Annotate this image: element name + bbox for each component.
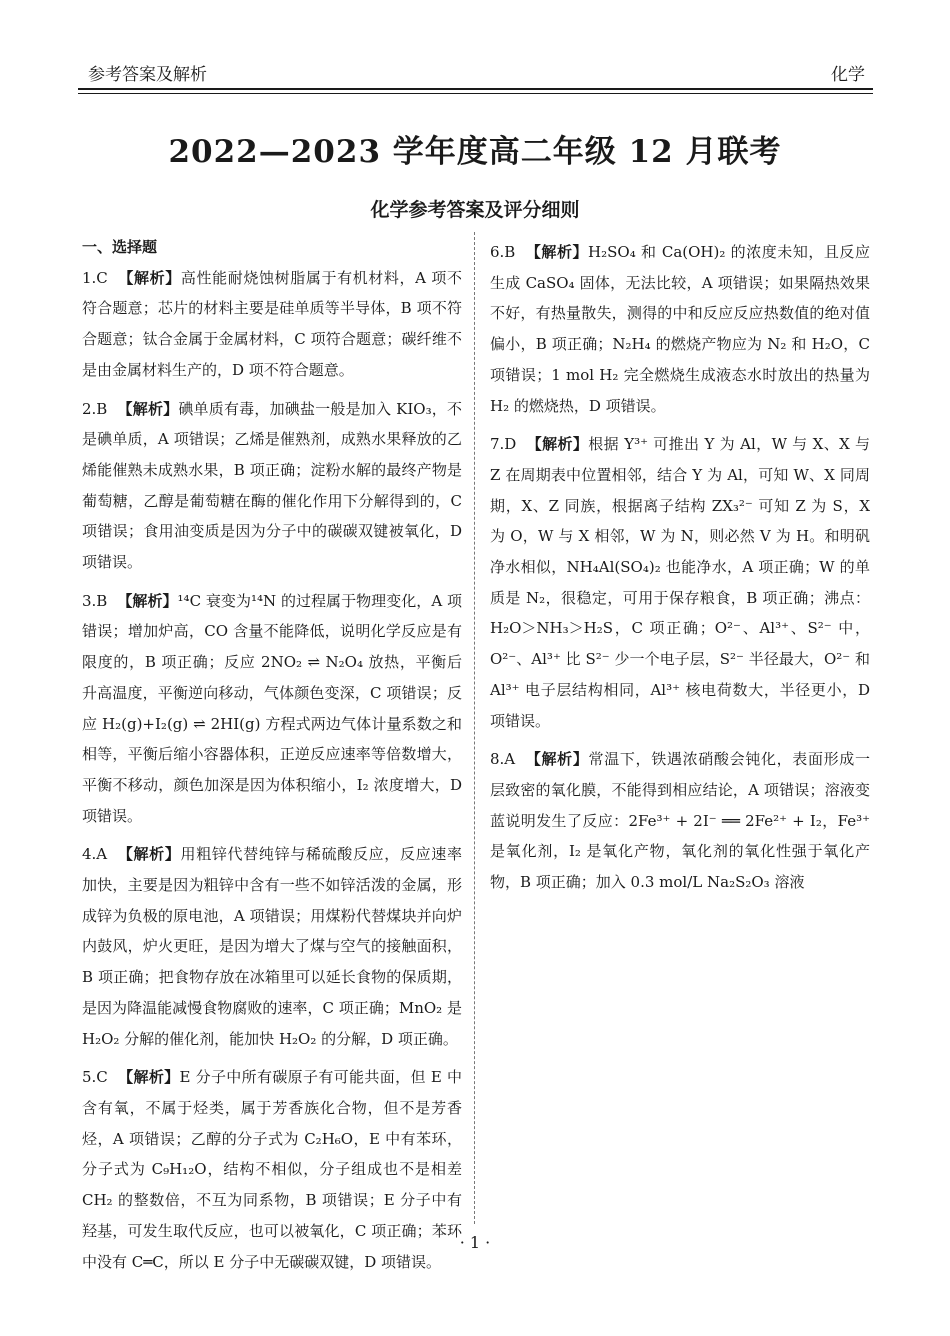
page-title: 2022—2023 学年度高二年级 12 月联考 (168, 134, 782, 170)
analysis-tag: 【解析】 (117, 399, 179, 418)
column-divider (474, 232, 475, 1224)
analysis-tag: 【解析】 (117, 1068, 180, 1087)
item-number: 6.B (490, 243, 516, 261)
item-number: 2.B (82, 399, 108, 418)
section-heading: 一、选择题 (82, 238, 158, 256)
item-text: 高性能耐烧蚀树脂属于有机材料，A 项不符合题意；芯片的材料主要是硅单质等半导体，B 项不符合题意；钛合金属于金属材料，C 项符合题意；碳纤维不是由金属材料生产的，D 项不符合题意。 (82, 268, 462, 379)
item-number: 8.A (490, 750, 516, 769)
item-text: E 分子中所有碳原子有可能共面，但 E 中含有氧，不属于烃类，属于芳香族化合物，但不是芳香烃，A 项错误；乙醇的分子式为 C₂H₆O，E 中有苯环，分子式为 C₉H₁₂O，结构不相似，分子组成也不是相差 CH₂ 的整数倍，不互为同系物，B 项错误；E 分子中有羟基，可发生取代反应，也可以被氧化，C 项正确；苯环中没有 C═C，所以 E 分子中无碳碳双键，D 项错误。 (82, 1068, 462, 1271)
analysis-tag: 【解析】 (525, 243, 589, 261)
page-header (78, 60, 873, 88)
item-text: 常温下，铁遇浓硝酸会钝化，表面形成一层致密的氧化膜，不能得到相应结论，A 项错误；溶液变蓝说明发生了反应：2Fe³⁺ + 2I⁻ ══ 2Fe²⁺ + I₂，Fe³⁺ 是氧化剂，I₂ 是氧化产物，氧化剂的氧化性强于氧化产物，B 项正确；加入 0.3 mol/L Na₂S₂O₃ 溶液 (490, 750, 870, 892)
analysis-tag: 【解析】 (526, 435, 589, 454)
item-text: 用粗锌代替纯锌与稀硫酸反应，反应速率加快，主要是因为粗锌中含有一些不如锌活泼的金属，形成锌为负极的原电池，A 项错误；用煤粉代替煤块并向炉内鼓风，炉火更旺，是因为增大了煤与空气的接触面积，B 项正确；把食物存放在冰箱里可以延长食物的保质期，是因为降温能减慢食物腐败的速率，C 项正确；MnO₂ 是 H₂O₂ 分解的催化剂，能加快 H₂O₂ 的分解，D 项正确。 (82, 845, 462, 1048)
right-column (490, 237, 870, 906)
answer-item (490, 237, 870, 421)
page-number: · 1 · (459, 1233, 491, 1252)
left-column (82, 232, 462, 1285)
item-number: 4.A (82, 845, 108, 864)
analysis-tag: 【解析】 (117, 268, 181, 287)
answer-item (82, 394, 462, 578)
answer-item (82, 586, 462, 832)
answer-item (490, 744, 870, 898)
page-subtitle: 化学参考答案及评分细则 (370, 199, 580, 221)
item-text: 碘单质有毒，加碘盐一般是加入 KIO₃，不是碘单质，A 项错误；乙烯是催熟剂，成熟水果释放的乙烯能催熟未成熟水果，B 项正确；淀粉水解的最终产物是葡萄糖，乙醇是葡萄糖在酶的催化作用下分解得到的，C 项错误；食用油变质是因为分子中的碳碳双键被氧化，D 项错误。 (82, 399, 462, 572)
header-left-label: 参考答案及解析 (88, 65, 207, 85)
item-text: H₂SO₄ 和 Ca(OH)₂ 的浓度未知，且反应生成 CaSO₄ 固体，无法比较，A 项错误；如果隔热效果不好，有热量散失，测得的中和反应反应热数值的绝对值偏小，B 项正确；N₂H₄ 的燃烧产物应为 N₂ 和 H₂O，C 项错误；1 mol H₂ 完全燃烧生成液态水时放出的热量为 H₂ 的燃烧热，D 项错误。 (490, 243, 870, 415)
item-text: ¹⁴C 衰变为¹⁴N 的过程属于物理变化，A 项错误；增加炉高，CO 含量不能降低，说明化学反应是有限度的，B 项正确；反应 2NO₂ ⇌ N₂O₄ 放热，平衡后升高温度，平衡逆向移动，气体颜色变深，C 项错误；反应 H₂(g)+I₂(g) ⇌ 2HI(g) 方程式两边气体计量系数之和相等，平衡后缩小容器体积，正逆反应速率等倍数增大，平衡不移动，颜色加深是因为体积缩小，I₂ 浓度增大，D 项错误。 (82, 591, 462, 825)
item-text: 根据 Y³⁺ 可推出 Y 为 Al，W 与 X、X 与 Z 在周期表中位置相邻，结合 Y 为 Al，可知 W、X 同周期，X、Z 同族，根据离子结构 ZX₃²⁻ 可知 Z 为 S，X 为 O，W 与 X 相邻，W 为 N，则必然 V 为 H。和明矾净水相似，NH₄Al(SO₄)₂ 也能净水，A 项正确；W 的单质是 N₂，很稳定，可用于保存粮食，B 项正确；沸点：H₂O＞NH₃＞H₂S，C 项正确；O²⁻、Al³⁺、S²⁻ 中，O²⁻、Al³⁺ 比 S²⁻ 少一个电子层，S²⁻ 半径最大，O²⁻ 和 Al³⁺ 电子层结构相同，Al³⁺ 核电荷数大，半径更小，D 项错误。 (490, 435, 870, 730)
answer-item (82, 263, 462, 386)
item-number: 5.C (82, 1068, 108, 1087)
item-number: 7.D (490, 435, 517, 454)
item-number: 3.B (82, 591, 108, 610)
analysis-tag: 【解析】 (117, 845, 181, 864)
analysis-tag: 【解析】 (525, 750, 589, 769)
answer-item (82, 839, 462, 1054)
header-rule-thin (78, 93, 873, 94)
answer-item (490, 429, 870, 736)
header-subject: 化学 (831, 65, 865, 85)
analysis-tag: 【解析】 (117, 591, 178, 610)
item-number: 1.C (82, 268, 108, 287)
header-rule-thick (78, 88, 873, 90)
